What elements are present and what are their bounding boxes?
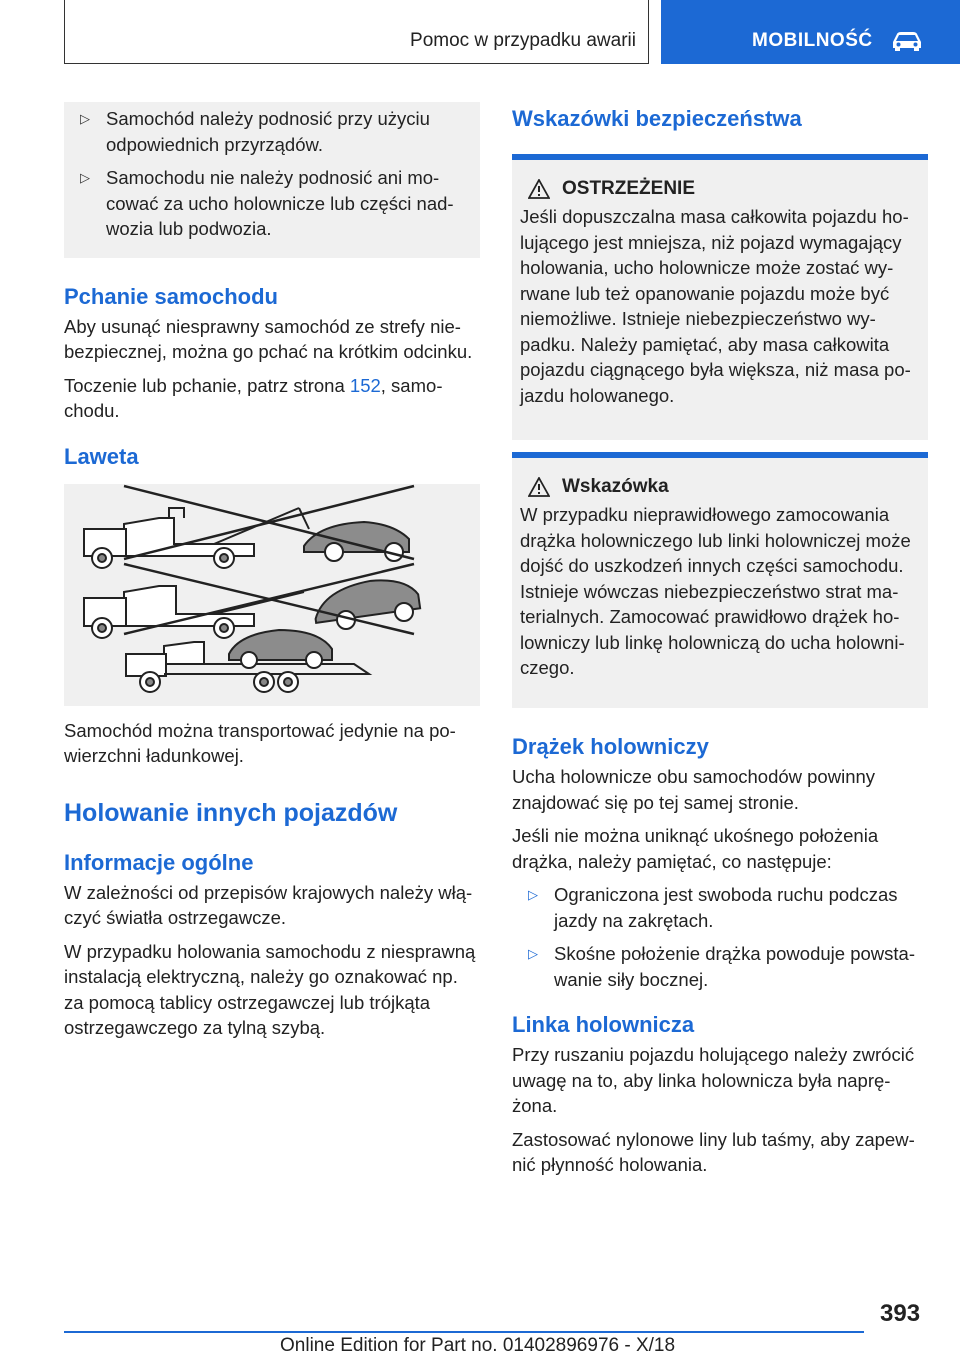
lifting-notes-box	[64, 102, 480, 258]
header-section-box	[64, 0, 649, 64]
list-item: ▷ Ograniczona jest swoboda ruchu podczas jazdy na zakrętach.	[528, 884, 898, 931]
hazard-lights-paragraph: W zależności od przepisów krajowych należy włączyć światła ostrzegawcze.	[64, 881, 473, 928]
page-link[interactable]: 152	[349, 374, 381, 396]
towrope-heading: Linka holownicza	[512, 1012, 695, 1037]
pushing-reference: Toczenie lub pchanie, patrz strona 152, samochodu.	[64, 374, 443, 421]
warning-triangle-icon	[528, 477, 550, 497]
left-column	[64, 102, 480, 1049]
towbar-paragraph-1: Ucha holownicze obu samochodów powinny znajdować się po tej samej stronie.	[512, 766, 876, 813]
footer-edition: Online Edition for Part no. 01402896976 - X/18	[280, 1335, 676, 1356]
towbar-heading: Drążek holowniczy	[512, 734, 709, 759]
warning-triangle-icon	[528, 179, 550, 199]
warning-sign-paragraph: W przypadku holowania samochodu z niesprawną instalacją elektryczną, należy go oznakować np. za pomocą tablicy ostrzegawczej lub trójkąta ostrzegawczego za tylną szybą.	[64, 940, 476, 1038]
warning-box	[512, 154, 928, 440]
lifting-bullet-list	[64, 106, 480, 242]
pushing-paragraph: Aby usunąć niesprawny samochód ze strefy niebezpiecznej, można go pchać na krótkim odcinku.	[64, 315, 473, 362]
list-item: ▷ Samochód należy podnosić przy użyciu odpowiednich przyrządów.	[80, 108, 430, 155]
warning-text: Jeśli dopuszczalna masa całkowita pojazdu holującego jest mniejsza, niż pojazd wymagający holowania, ucho holownicze może zostać wyrwane lub też opanowanie pojazdu może być niemożliwe. Istnieje niebezpieczeństwo wypadku. Należy pamiętać, aby masa całkowita pojazdu ciągnącego była większa, niż masa pojazdu holowanego.	[520, 206, 911, 406]
towbar-paragraph-2: Jeśli nie można uniknąć ukośnego położenia drążka, należy pamiętać, co następuje:	[512, 825, 879, 872]
footer-watermark	[0, 1356, 1, 1357]
triangle-bullet-icon: ▷	[80, 170, 90, 185]
notice-box	[512, 452, 928, 708]
warning-title: OSTRZEŻENIE	[562, 178, 696, 199]
safety-heading: Wskazówki bezpieczeństwa	[512, 106, 802, 131]
list-item: ▷ Skośne położenie drążka powoduje powstawanie siły bocznej.	[528, 943, 915, 990]
triangle-bullet-icon: ▷	[80, 111, 90, 126]
towbar-bullet-list	[512, 882, 928, 992]
notice-title: Wskazówka	[562, 476, 669, 497]
notice-text: W przypadku nieprawidłowego zamocowania drążka holowniczego lub linki holowniczej może dojść do uszkodzeń innych części samochodu. Istnieje wówczas niebezpieczeństwo strat materialnych. Zamocować prawidłowo drążek holowniczy lub linkę holowniczą do ucha holowniczego.	[520, 504, 911, 678]
general-info-heading: Informacje ogólne	[64, 849, 254, 875]
towrope-paragraph-2: Zastosować nylonowe liny lub taśmy, aby zapewnić płynność holowania.	[512, 1128, 915, 1175]
flatbed-caption: Samochód można transportować jedynie na powierzchni ładunkowej.	[64, 719, 456, 766]
triangle-bullet-icon: ▷	[528, 887, 538, 902]
pushing-heading: Pchanie samochodu	[64, 283, 278, 309]
right-column	[512, 102, 928, 1186]
triangle-bullet-icon: ▷	[528, 946, 538, 961]
notice-title-row	[520, 476, 920, 498]
header-section-title: Pomoc w przypadku awarii	[410, 30, 636, 51]
flatbed-illustration	[64, 484, 480, 706]
footer-divider	[64, 1331, 864, 1333]
list-item: ▷ Samochodu nie należy podnosić ani mocować za ucho holownicze lub części nadwozia lub podwozia.	[80, 167, 454, 239]
towing-others-heading: Holowanie innych pojazdów	[64, 798, 398, 827]
header-chapter-tab	[661, 0, 960, 64]
warning-title-row	[520, 178, 920, 200]
header-chapter-title: MOBILNOŚĆ	[752, 30, 873, 51]
page-number: 393	[880, 1300, 921, 1327]
flatbed-heading: Laweta	[64, 443, 139, 469]
car-icon	[890, 30, 924, 52]
towrope-paragraph-1: Przy ruszaniu pojazdu holującego należy zwrócić uwagę na to, aby linka holownicza była naprężona.	[512, 1044, 915, 1116]
